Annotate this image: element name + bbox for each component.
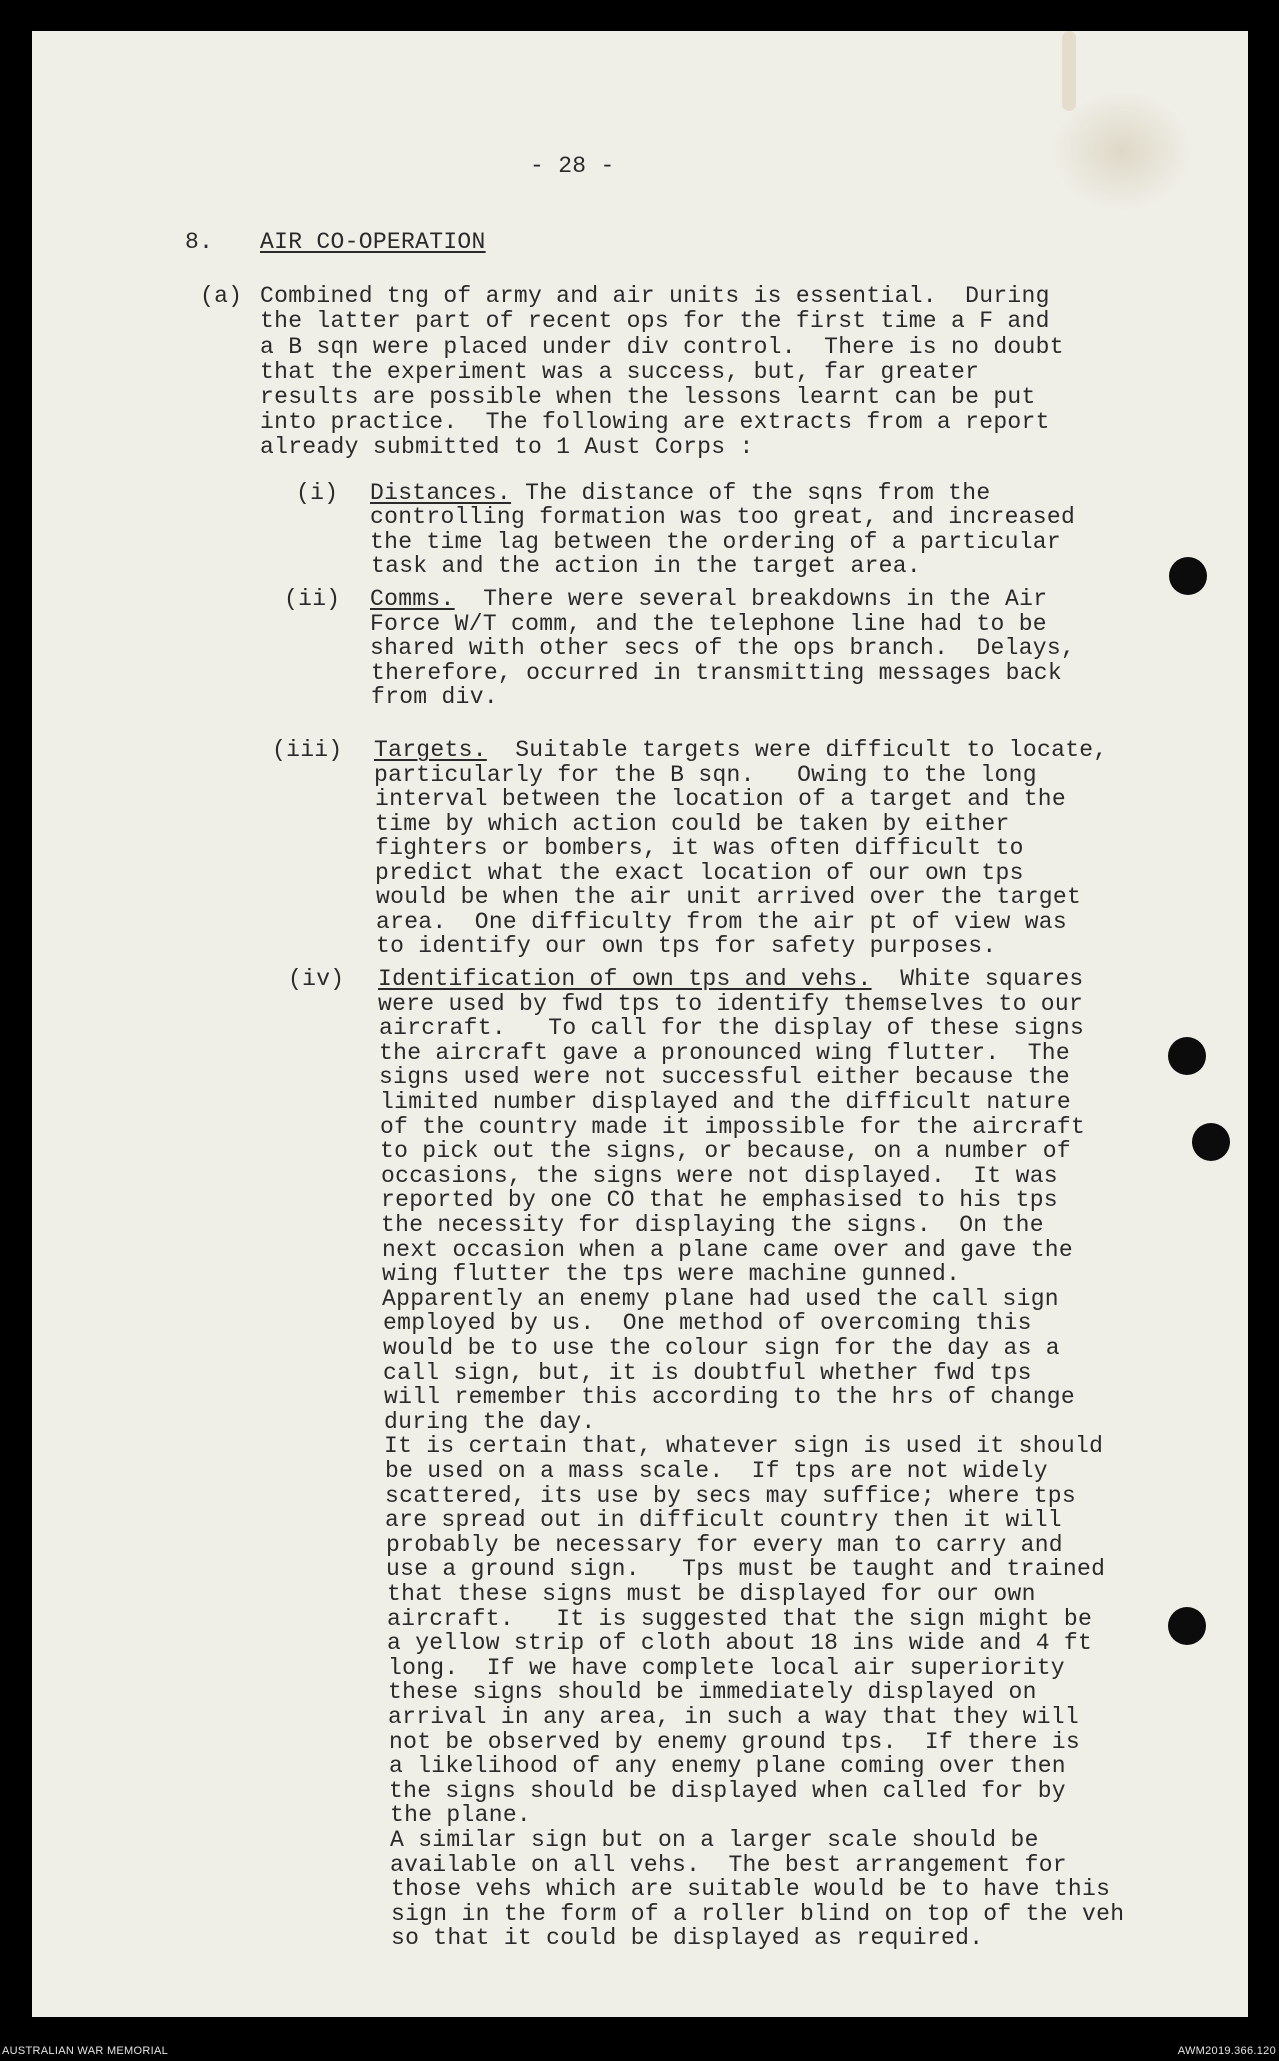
item-line: Force W/T comm, and the telephone line had to be	[370, 611, 1047, 637]
section-number: 8.	[185, 229, 214, 255]
item-line: available on all vehs. The best arrangement for	[390, 1852, 1067, 1878]
item-line: therefore, occurred in transmitting messages back	[371, 660, 1063, 686]
punch-hole	[1169, 557, 1207, 595]
item-line: A similar sign but on a larger scale should be	[390, 1827, 1039, 1853]
item-heading: Targets.	[374, 737, 487, 763]
item-line: controlling formation was too great, and increased	[370, 504, 1076, 530]
item-line: so that it could be displayed as required.	[391, 1925, 984, 1951]
item-line: the necessity for displaying the signs. On the	[381, 1212, 1044, 1238]
item-line: not be observed by enemy ground tps. If there is	[389, 1729, 1081, 1755]
item-line: long. If we have complete local air superiority	[388, 1655, 1065, 1681]
item-heading: Distances.	[370, 480, 512, 506]
item-line: the plane.	[390, 1802, 532, 1828]
page-number: - 28 -	[530, 153, 615, 179]
item-line: signs used were not successful either because the	[379, 1064, 1071, 1090]
item-line: the aircraft gave a pronounced wing flutter. The	[379, 1040, 1071, 1066]
item-line: a likelihood of any enemy plane coming over then	[389, 1753, 1066, 1779]
item-line: the time lag between the ordering of a particular	[370, 529, 1062, 555]
item-line: wing flutter the tps were machine gunned.	[382, 1261, 961, 1287]
item-line: call sign, but, it is doubtful whether fwd tps	[383, 1360, 1032, 1386]
item-line: are spread out in difficult country then it will	[385, 1507, 1062, 1533]
item-line: arrival in any area, in such a way that they will	[388, 1704, 1080, 1730]
item-label: (iv)	[288, 966, 345, 992]
item-line: area. One difficulty from the air pt of view was	[376, 909, 1068, 935]
item-label: (i)	[296, 480, 339, 506]
item-line: scattered, its use by secs may suffice; where tps	[385, 1483, 1077, 1509]
para-a-line: that the experiment was a success, but, far greater	[260, 359, 980, 385]
item-line: to identify our own tps for safety purposes.	[376, 933, 997, 959]
item-line: predict what the exact location of our own tps	[375, 860, 1024, 886]
para-a-line: into practice. The following are extracts from a report	[260, 409, 1050, 435]
item-first-line: White squares	[872, 966, 1084, 992]
item-line: sign in the form of a roller blind on top of the veh	[391, 1901, 1125, 1927]
archive-credit: AUSTRALIAN WAR MEMORIAL	[2, 2045, 169, 2057]
item-line: those vehs which are suitable would be to have this	[391, 1876, 1111, 1902]
para-a-line: Combined tng of army and air units is essential. During	[260, 283, 1050, 309]
item-line: employed by us. One method of overcoming this	[383, 1310, 1032, 1336]
item-line: during the day.	[384, 1409, 596, 1435]
paper-stain	[1062, 31, 1076, 111]
item-line: would be when the air unit arrived over the target	[376, 884, 1082, 910]
item-line: task and the action in the target area.	[371, 553, 921, 579]
para-a-label: (a)	[200, 283, 243, 309]
item-label: (iii)	[272, 737, 343, 763]
item-line: aircraft. It is suggested that the sign might be	[387, 1606, 1093, 1632]
punch-hole	[1192, 1123, 1230, 1161]
para-a-line: the latter part of recent ops for the first time a F and	[260, 308, 1050, 334]
item-line: were used by fwd tps to identify themselves to our	[378, 991, 1084, 1017]
item-line: next occasion when a plane came over and gave the	[382, 1237, 1074, 1263]
section-heading: AIR CO-OPERATION	[260, 229, 486, 255]
punch-hole	[1168, 1037, 1206, 1075]
item-line: will remember this according to the hrs of change	[384, 1384, 1076, 1410]
item-first-line: Suitable targets were difficult to locate,	[487, 737, 1108, 763]
item-line: reported by one CO that he emphasised to his tps	[381, 1187, 1058, 1213]
item-line: Apparently an enemy plane had used the call sign	[382, 1286, 1059, 1312]
item-line: be used on a mass scale. If tps are not widely	[385, 1458, 1048, 1484]
para-a-line: a B sqn were placed under div control. There is no doubt	[260, 334, 1064, 360]
item-line: particularly for the B sqn. Owing to the long	[374, 762, 1037, 788]
item-line: that these signs must be displayed for our own	[387, 1581, 1036, 1607]
item-line: use a ground sign. Tps must be taught and trained	[386, 1556, 1106, 1582]
item-line: It is certain that, whatever sign is used it should	[384, 1433, 1104, 1459]
item-line: aircraft. To call for the display of these signs	[379, 1015, 1085, 1041]
item-line: the signs should be displayed when called for by	[389, 1778, 1066, 1804]
item-line: shared with other secs of the ops branch. Delays,	[370, 635, 1076, 661]
item-first-line: The distance of the sqns from the	[511, 480, 991, 506]
item-line: time by which action could be taken by either	[375, 811, 1010, 837]
item-line: probably be necessary for every man to carry and	[386, 1532, 1063, 1558]
item-heading: Identification of own tps and vehs.	[378, 966, 872, 992]
item-heading: Comms.	[370, 586, 455, 612]
item-line: these signs should be immediately displayed on	[388, 1679, 1037, 1705]
item-line: fighters or bombers, it was often difficult to	[375, 835, 1024, 861]
item-line: a yellow strip of cloth about 18 ins wide and 4 ft	[387, 1630, 1093, 1656]
document-page	[32, 31, 1248, 2017]
para-a-line: results are possible when the lessons learnt can be put	[260, 384, 1036, 410]
item-line: from div.	[371, 684, 498, 710]
item-line: interval between the location of a target and the	[375, 786, 1067, 812]
item-label: (ii)	[284, 586, 341, 612]
item-first-line: There were several breakdowns in the Air	[455, 586, 1048, 612]
item-line: would be to use the colour sign for the day as a	[383, 1335, 1060, 1361]
archive-reference: AWM2019.366.120	[1177, 2045, 1276, 2057]
item-line: limited number displayed and the difficult nature	[380, 1089, 1072, 1115]
item-line: occasions, the signs were not displayed. It was	[381, 1163, 1058, 1189]
item-line: to pick out the signs, or because, on a number of	[380, 1138, 1072, 1164]
para-a-line: already submitted to 1 Aust Corps :	[260, 434, 754, 460]
item-line: of the country made it impossible for the aircraft	[380, 1114, 1086, 1140]
punch-hole	[1168, 1607, 1206, 1645]
